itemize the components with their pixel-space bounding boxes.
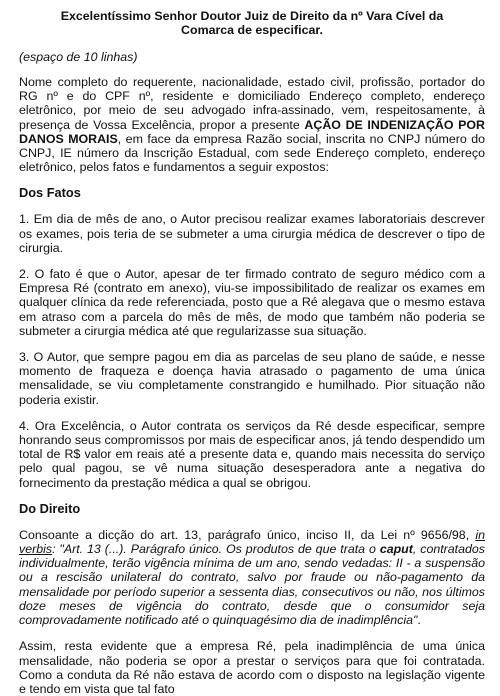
law-quote-start: : "Art. 13 (...). Parágrafo único. Os produtos de que trata o	[52, 542, 380, 557]
section-heading-facts: Dos Fatos	[19, 185, 81, 201]
intro-text-end: , em face da empresa Razão social, inscrita no CNPJ número do CNPJ, IE número da Inscrição Estadual, com sede Endereço completo, endereço eletrônico, pelos fatos e fundamentos a seguir expostos:	[19, 131, 485, 175]
fact-paragraph-2: 2. O fato é que o Autor, apesar de ter firmado contrato de seguro médico com a Empresa Ré (contrato em anexo), viu-se impossibilitado de realizar os exames em qualquer clínica da rede referenciada, posto que a Ré alegava que o mesmo estava em atraso com a parcela do mês de mês, de modo que também não poderia se submeter a cirurgia médica até que regularizasse sua situação.	[19, 267, 485, 338]
law-quote-end: , contratados individualmente, terão vigência mínima de um ano, sendo vedadas: II - a suspensão ou a rescisão unilateral do contrato, salvo por fraude ou não-pagamento da mensalidade por período superior a sessenta dias, consecutivos ou não, nos últimos doze meses de vigência do contrato, desde que o consumidor seja comprovadamente notificado até o quinquagésimo dia de inadimplência"	[19, 542, 485, 628]
document-title: Excelentíssimo Senhor Doutor Juiz de Direito da nº Vara Cível da Comarca de especificar.	[60, 9, 444, 37]
law-paragraph	[19, 528, 485, 627]
law-text-start: Consoante a dicção do art. 13, parágrafo único, inciso II, da Lei nº 9656/98,	[19, 527, 476, 542]
law-caput: caput	[379, 542, 413, 557]
conclusion-paragraph: Assim, resta evidente que a empresa Ré, pela inadimplência de uma única mensalidade, não poderia se opor a prestar o serviços para que foi contratada. Como a conduta da Ré não estava de acordo com o disposto na legislação vigente e tendo em vista que tal fato	[19, 639, 485, 696]
fact-paragraph-3: 3. O Autor, que sempre pagou em dia as parcelas de seu plano de saúde, e nesse momento de fraqueza e doença havia atrasado o pagamento de uma única mensalidade, se viu completamente constrangido e humilhado. Pior situação não poderia existir.	[19, 350, 485, 407]
law-text-end: .	[417, 613, 421, 628]
section-heading-law: Do Direito	[19, 500, 81, 516]
intro-text-start: Nome completo do requerente, nacionalidade, estado civil, profissão, portador do RG nº e do CPF nº, residente e domiciliado Endereço completo, endereço eletrônico, por meio de seu advogado infra-assinado, vem, respeitosamente, à presença de Vossa Excelência, propor a presente	[19, 75, 485, 132]
space-note: (espaço de 10 linhas)	[19, 50, 138, 64]
action-title: AÇÃO DE INDENIZAÇÃO POR DANOS MORAIS	[19, 117, 485, 146]
law-in-verbis: in verbis	[19, 527, 485, 557]
intro-paragraph	[19, 75, 485, 174]
fact-paragraph-4: 4. Ora Excelência, o Autor contrata os serviços da Ré desde especificar, sempre honrando seus compromissos por mais de especificar anos, já tendo despendido um total de R$ valor em reais até a presente data e, quando mais necessita do serviço pelo qual pagou, se vê numa situação desesperadora ante a negativa do fornecimento da prestação médica a qual se obrigou.	[19, 418, 485, 490]
fact-paragraph-1: 1. Em dia de mês de ano, o Autor precisou realizar exames laboratoriais descrever os exames, pois teria de se submeter a uma cirurgia médica de descrever o tipo de cirurgia.	[19, 212, 485, 255]
